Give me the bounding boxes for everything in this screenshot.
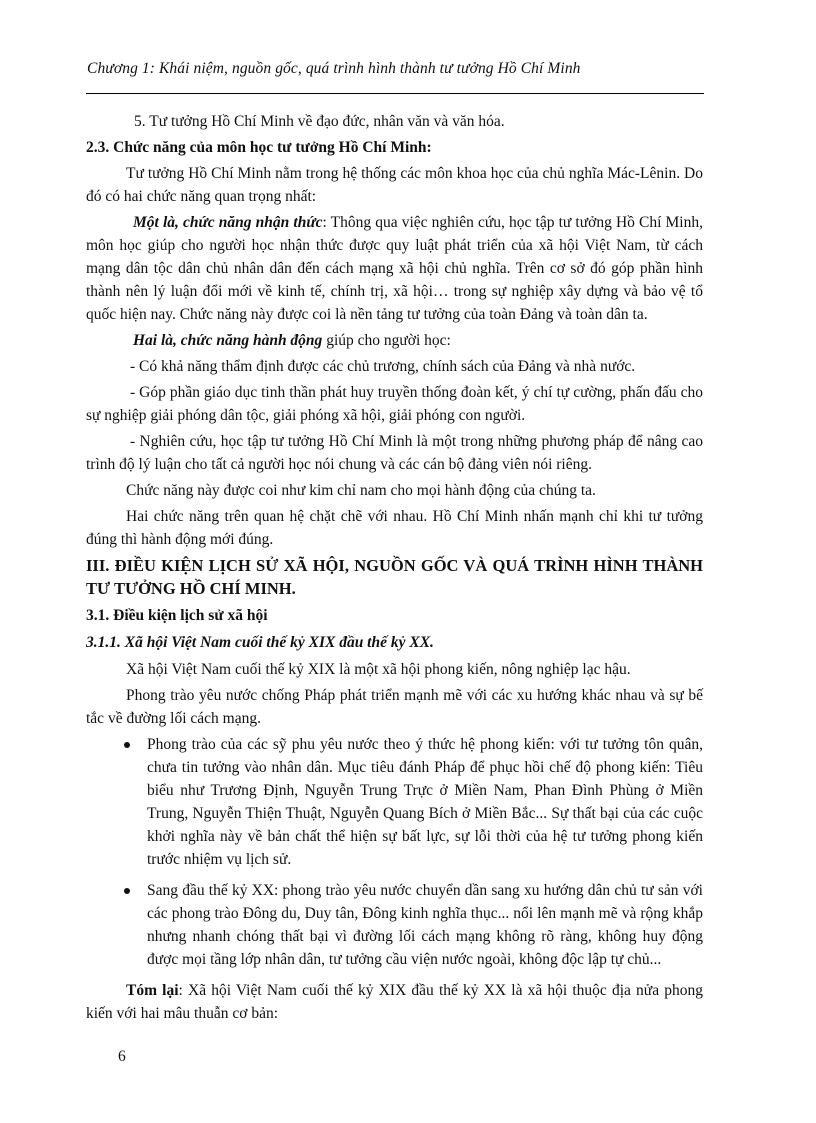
dash-item: - Góp phần giáo dục tinh thần phát huy truyền thống đoàn kết, ý chí tự cường, phấn đấu cho sự nghiệp giải phóng dân tộc, giải phóng xã hội, giải phóng con người. — [86, 384, 703, 424]
movement-bullet-list — [86, 733, 703, 971]
summary-paragraph — [86, 979, 703, 1025]
section-2-3-intro: Tư tưởng Hồ Chí Minh nằm trong hệ thống các môn khoa học của chủ nghĩa Mác-Lênin. Do đó có hai chức năng quan trọng nhất: — [86, 165, 703, 205]
running-header: Chương 1: Khái niệm, nguồn gốc, quá trình hình thành tư tưởng Hồ Chí Minh — [87, 60, 581, 77]
function-1-lead: Một là, chức năng nhận thức — [133, 214, 323, 231]
list-item-5: 5. Tư tưởng Hồ Chí Minh về đạo đức, nhân văn và văn hóa. — [134, 113, 505, 130]
section-2-3-heading: 2.3. Chức năng của môn học tư tưởng Hồ Chí Minh: — [86, 139, 432, 156]
section-III-heading: III. ĐIỀU KIỆN LỊCH SỬ XÃ HỘI, NGUỒN GỐC VÀ QUÁ TRÌNH HÌNH THÀNH TƯ TƯỞNG HỒ CHÍ MINH. — [86, 556, 703, 598]
list-item: Sang đầu thế kỷ XX: phong trào yêu nước chuyển dần sang xu hướng dân chủ tư sản với các phong trào Đông du, Duy tân, Đông kinh nghĩa thục... nổi lên mạnh mẽ và rộng khắp nhưng nhanh chóng thất bại vì đường lối cách mạng không rõ ràng, không huy động được mọi tầng lớp nhân dân, tư tưởng cầu viện nước ngoài, không độc lập tự chủ... — [86, 879, 703, 971]
movement-paragraph: Phong trào yêu nước chống Pháp phát triển mạnh mẽ với các xu hướng khác nhau và sự bế tắc về đường lối cách mạng. — [86, 687, 703, 727]
list-item: Phong trào của các sỹ phu yêu nước theo ý thức hệ phong kiến: với tư tưởng tôn quân, chưa tin tưởng vào nhân dân. Mục tiêu đánh Pháp để phục hồi chế độ phong kiến: Tiêu biểu như Trương Định, Nguyễn Trung Trực ở Miền Nam, Phan Đình Phùng ở Miền Trung, Nguyễn Thiện Thuật, Nguyễn Quang Bích ở Miền Bắc... Sự thất bại của các cuộc khởi nghĩa này về bản chất thể hiện sự bất lực, sự lỗi thời của hệ tư tưởng phong kiến trước nhiệm vụ lịch sử. — [86, 733, 703, 871]
section-3-1-1-heading: 3.1.1. Xã hội Việt Nam cuối thế kỷ XIX đầu thế kỷ XX. — [86, 634, 434, 651]
compass-paragraph: Chức năng này được coi như kim chỉ nam cho mọi hành động của chúng ta. — [126, 482, 596, 499]
function-2-text: giúp cho người học: — [322, 332, 451, 349]
dash-item: - Nghiên cứu, học tập tư tưởng Hồ Chí Minh là một trong những phương pháp để nâng cao trình độ lý luận cho tất cả người học nói chung và các cán bộ đảng viên nói riêng. — [86, 433, 703, 473]
function-2-lead: Hai là, chức năng hành động — [133, 332, 323, 349]
function-1-text: : Thông qua việc nghiên cứu, học tập tư tưởng Hồ Chí Minh, môn học giúp cho người học nhận thức được quy luật phát triển của xã hội Việt Nam, từ cách mạng dân tộc dân chủ nhân dân đến cách mạng xã hội chủ nghĩa. Trên cơ sở đó góp phần hình thành nên lý luận đổi mới về kinh tế, chính trị, xã hội… trong sự nghiệp xây dựng và bảo vệ tổ quốc hiện nay. Chức năng này được coi là nền tảng tư tưởng của toàn Đảng và toàn dân ta. — [86, 214, 703, 323]
function-1-paragraph — [86, 211, 703, 326]
bullet-icon — [124, 742, 130, 748]
summary-lead: Tóm lại — [126, 982, 179, 999]
section-3-1-heading: 3.1. Điều kiện lịch sử xã hội — [86, 607, 268, 624]
page-body — [86, 110, 703, 1028]
function-2-paragraph — [86, 329, 703, 352]
dash-item: - Có khả năng thẩm định được các chủ trương, chính sách của Đảng và nhà nước. — [130, 358, 636, 375]
bullet-icon — [124, 888, 130, 894]
relation-paragraph: Hai chức năng trên quan hệ chặt chẽ với nhau. Hồ Chí Minh nhấn mạnh chỉ khi tư tưởng đúng thì hành động mới đúng. — [86, 508, 703, 548]
society-paragraph: Xã hội Việt Nam cuối thế kỷ XIX là một xã hội phong kiến, nông nghiệp lạc hậu. — [126, 661, 631, 678]
header-divider — [86, 93, 704, 94]
page-number: 6 — [118, 1048, 126, 1065]
summary-text: : Xã hội Việt Nam cuối thế kỷ XIX đầu thế kỷ XX là xã hội thuộc địa nửa phong kiến với hai mâu thuẫn cơ bản: — [86, 982, 703, 1022]
